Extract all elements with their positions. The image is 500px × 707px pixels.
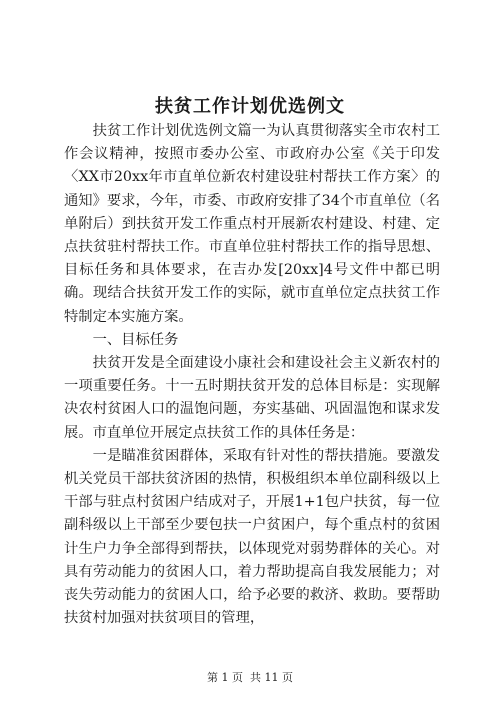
document-title: 扶贫工作计划优选例文 [155,96,345,117]
paragraph-task-one: 一是瞄准贫困群体，采取有针对性的帮扶措施。要激发机关党员干部扶贫济困的热情，积极组织本单位副科级以上干部与驻点村贫困户结成对子，开展1+1包户扶贫，每一位副科级以上干部至少要包扶一户贫困户，每个重点村的贫困计生户力争全部得到帮扶，以体现党对弱势群体的关心。对具有劳动能力的贫困人口，着力帮助提高自我发展能力；对丧失劳动能力的贫困人口，给予必要的救济、救助。要帮助扶贫村加强对扶贫项目的管理， [64,447,440,627]
document-body [64,120,440,630]
page-number: 第 1 页 共 11 页 [207,671,293,684]
paragraph-goals: 扶贫开发是全面建设小康社会和建设社会主义新农村的一项重要任务。十一五时期扶贫开发的总体目标是：实现解决农村贫困人口的温饱问题，夯实基础、巩固温饱和谋求发展。市直单位开展定点扶贫工作的具体任务是： [64,355,440,441]
paragraph-intro: 扶贫工作计划优选例文篇一为认真贯彻落实全市农村工作会议精神，按照市委办公室、市政府办公室《关于印发〈XX市20xx年市直单位新农村建设驻村帮扶工作方案〉的通知》要求，今年，市委、市政府安排了34个市直单位（名单附后）到扶贫开发工作重点村开展新农村建设、村建、定点扶贫驻村帮扶工作。市直单位驻村帮扶工作的指导思想、目标任务和具体要求，在吉办发[20xx]4号文件中都已明确。现结合扶贫开发工作的实际，就市直单位定点扶贫工作特制定本实施方案。 [64,123,440,325]
page-footer [0,669,500,685]
section-heading-goals: 一、目标任务 [92,331,179,348]
